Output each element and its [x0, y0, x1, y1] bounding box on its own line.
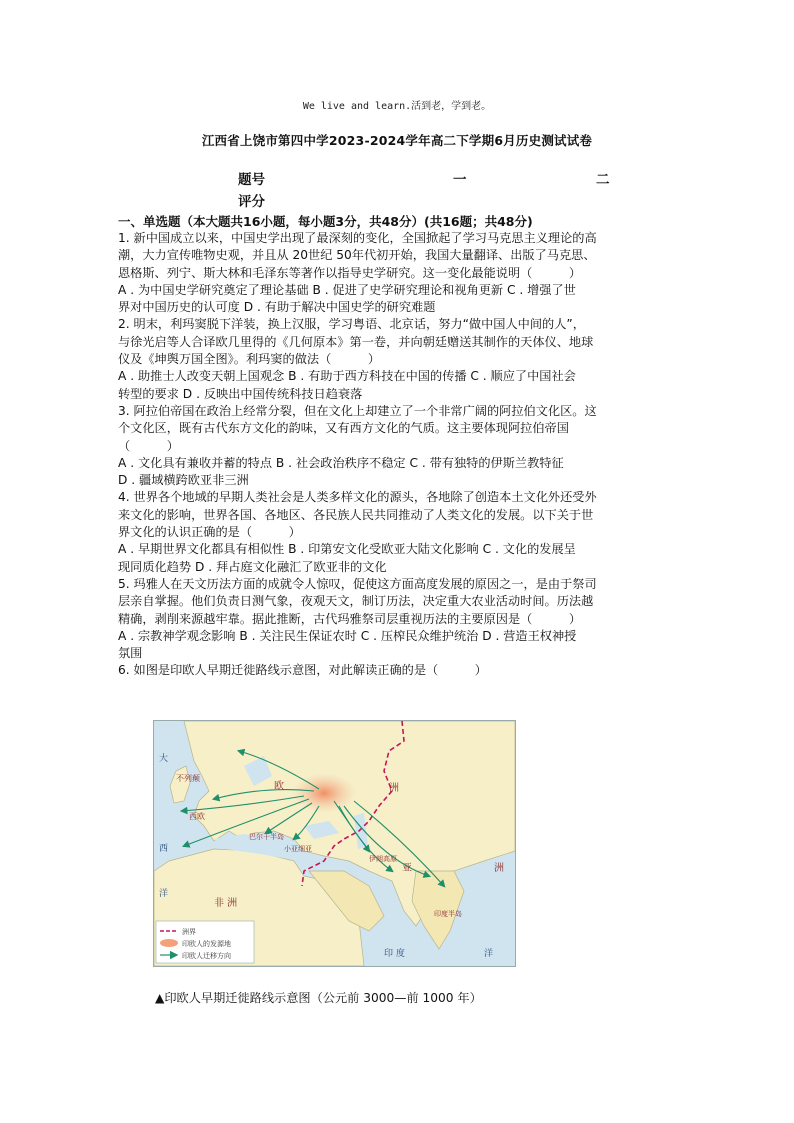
text-line: 来文化的影响，世界各国、各地区、各民族人民共同推动了人类文化的发展。以下关于世: [118, 507, 594, 522]
score-table-col-2: 二: [596, 172, 610, 188]
map-label-anatolia: 小亚细亚: [284, 845, 312, 853]
map-label-africa: 非 洲: [214, 898, 238, 909]
text-line: 界文化的认识正确的是（ ）: [118, 525, 301, 540]
text-line: 1. 新中国成立以来，中国史学出现了最深刻的变化，全国掀起了学习马克思主义理论的高: [118, 231, 597, 245]
migration-map: [153, 720, 516, 967]
text-line: A . 早期世界文化都具有相似性 B . 印第安文化受欧亚大陆文化影响 C . 文化的发展呈: [118, 542, 576, 557]
text-line: 6. 如图是印欧人早期迁徙路线示意图，对此解读正确的是（ ）: [118, 663, 487, 678]
map-label-da: 大: [159, 754, 169, 764]
text-line: （ ）: [118, 438, 179, 453]
british-isles: [170, 766, 190, 803]
map-label-western-europe: 西欧: [189, 812, 205, 821]
map-label-asia: 亚: [402, 863, 412, 874]
text-line: 4. 世界各个地域的早期人类社会是人类多样文化的源头，各地除了创造本土文化外还受外: [118, 490, 597, 505]
text-line: 与徐光启等人合译欧几里得的《几何原本》第一卷，并向朝廷赠送其制作的天体仪、地球: [118, 334, 594, 349]
legend-migration-label: 印欧人迁移方向: [182, 952, 231, 960]
text-line: A . 为中国史学研究奠定了理论基础 B . 促进了史学研究理论和视角更新 C . 增强了世: [118, 282, 576, 297]
legend-boundary-label: 洲界: [182, 928, 196, 936]
page-header-motto: We live and learn.活到老，学到老。: [302, 101, 492, 112]
figure-caption: ▲印欧人早期迁徙路线示意图（公元前 3000—前 1000 年）: [155, 991, 482, 1005]
text-line: 潮，大力宣传唯物史观，并且从 20世纪 50年代初开始，我国大量翻译、出版了马克思、: [118, 248, 596, 263]
text-line: 恩格斯、列宁、斯大林和毛泽东等著作以指导史学研究。这一变化最能说明（ ）: [118, 265, 582, 280]
map-label-india-peninsula: 印度半岛: [434, 910, 462, 918]
legend-origin-label: 印欧人的发源地: [182, 940, 231, 948]
score-table-header-label: 题号: [238, 172, 265, 188]
score-table-row-label: 评分: [238, 194, 265, 210]
text-line: 精确，剥削来源越牢靠。据此推断，古代玛雅祭司层重视历法的主要原因是（ ）: [118, 611, 582, 626]
map-label-europe: 欧: [274, 781, 284, 792]
text-line: 界对中国历史的认可度 D . 有助于解决中国史学的研究难题: [118, 300, 436, 315]
text-line: A . 助推士人改变天朝上国观念 B . 有助于西方科技在中国的传播 C . 顺应了中国社会: [118, 369, 576, 384]
text-line: D . 疆域横跨欧亚非三洲: [118, 473, 249, 488]
text-line: 层亲自掌握。他们负责日测气象，夜观天文，制订历法，决定重大农业活动时间。历法越: [118, 594, 594, 609]
text-line: A . 文化具有兼收并蓄的特点 B . 社会政治秩序不稳定 C . 带有独特的伊斯兰教特征: [118, 455, 564, 470]
map-label-ocean: 洋: [484, 949, 494, 959]
map-label-asia-continent: 洲: [494, 863, 504, 874]
text-line: 5. 玛雅人在天文历法方面的成就令人惊叹，促使这方面高度发展的原因之一，是由于祭司: [118, 576, 597, 591]
text-line: 个文化区，既有古代东方文化的韵味，又有西方文化的气质。这主要体现阿拉伯帝国: [118, 421, 569, 436]
map-label-balkans: 巴尔干半岛: [249, 833, 284, 841]
text-line: 转型的要求 D . 反映出中国传统科技日趋衰落: [118, 386, 363, 401]
map-label-continent: 洲: [389, 783, 399, 794]
map-label-britain: 不列颠: [176, 774, 200, 783]
map-label-iranian-plateau: 伊朗高原: [369, 855, 397, 863]
map-label-yang: 洋: [159, 889, 169, 899]
score-table-col-1: 一: [453, 172, 467, 188]
text-line: 现同质化趋势 D . 拜占庭文化融汇了欧亚非的文化: [118, 559, 387, 574]
text-line: A . 宗教神学观念影响 B . 关注民生保证农时 C . 压榨民众维护统治 D . 营造王权神授: [118, 628, 577, 643]
map-legend: [156, 921, 254, 963]
text-line: 3. 阿拉伯帝国在政治上经常分裂，但在文化上却建立了一个非常广阔的阿拉伯文化区。这: [118, 403, 597, 418]
text-line: 仪及《坤舆万国全图》。利玛窦的做法（ ）: [118, 352, 381, 367]
map-label-xi: 西: [159, 844, 169, 854]
text-line: 2. 明末，利玛窦脱下洋装，换上汉服，学习粤语、北京话，努力“做中国人中间的人”，: [118, 317, 585, 332]
map-label-indian-ocean: 印 度: [384, 949, 405, 959]
exam-title: 江西省上饶市第四中学2023-2024学年高二下学期6月历史测试试卷: [201, 133, 593, 148]
text-line: 氛围: [118, 646, 143, 661]
question-body: [118, 230, 680, 680]
section-heading: 一、单选题（本大题共16小题，每小题3分，共48分）(共16题；共48分): [118, 214, 533, 229]
